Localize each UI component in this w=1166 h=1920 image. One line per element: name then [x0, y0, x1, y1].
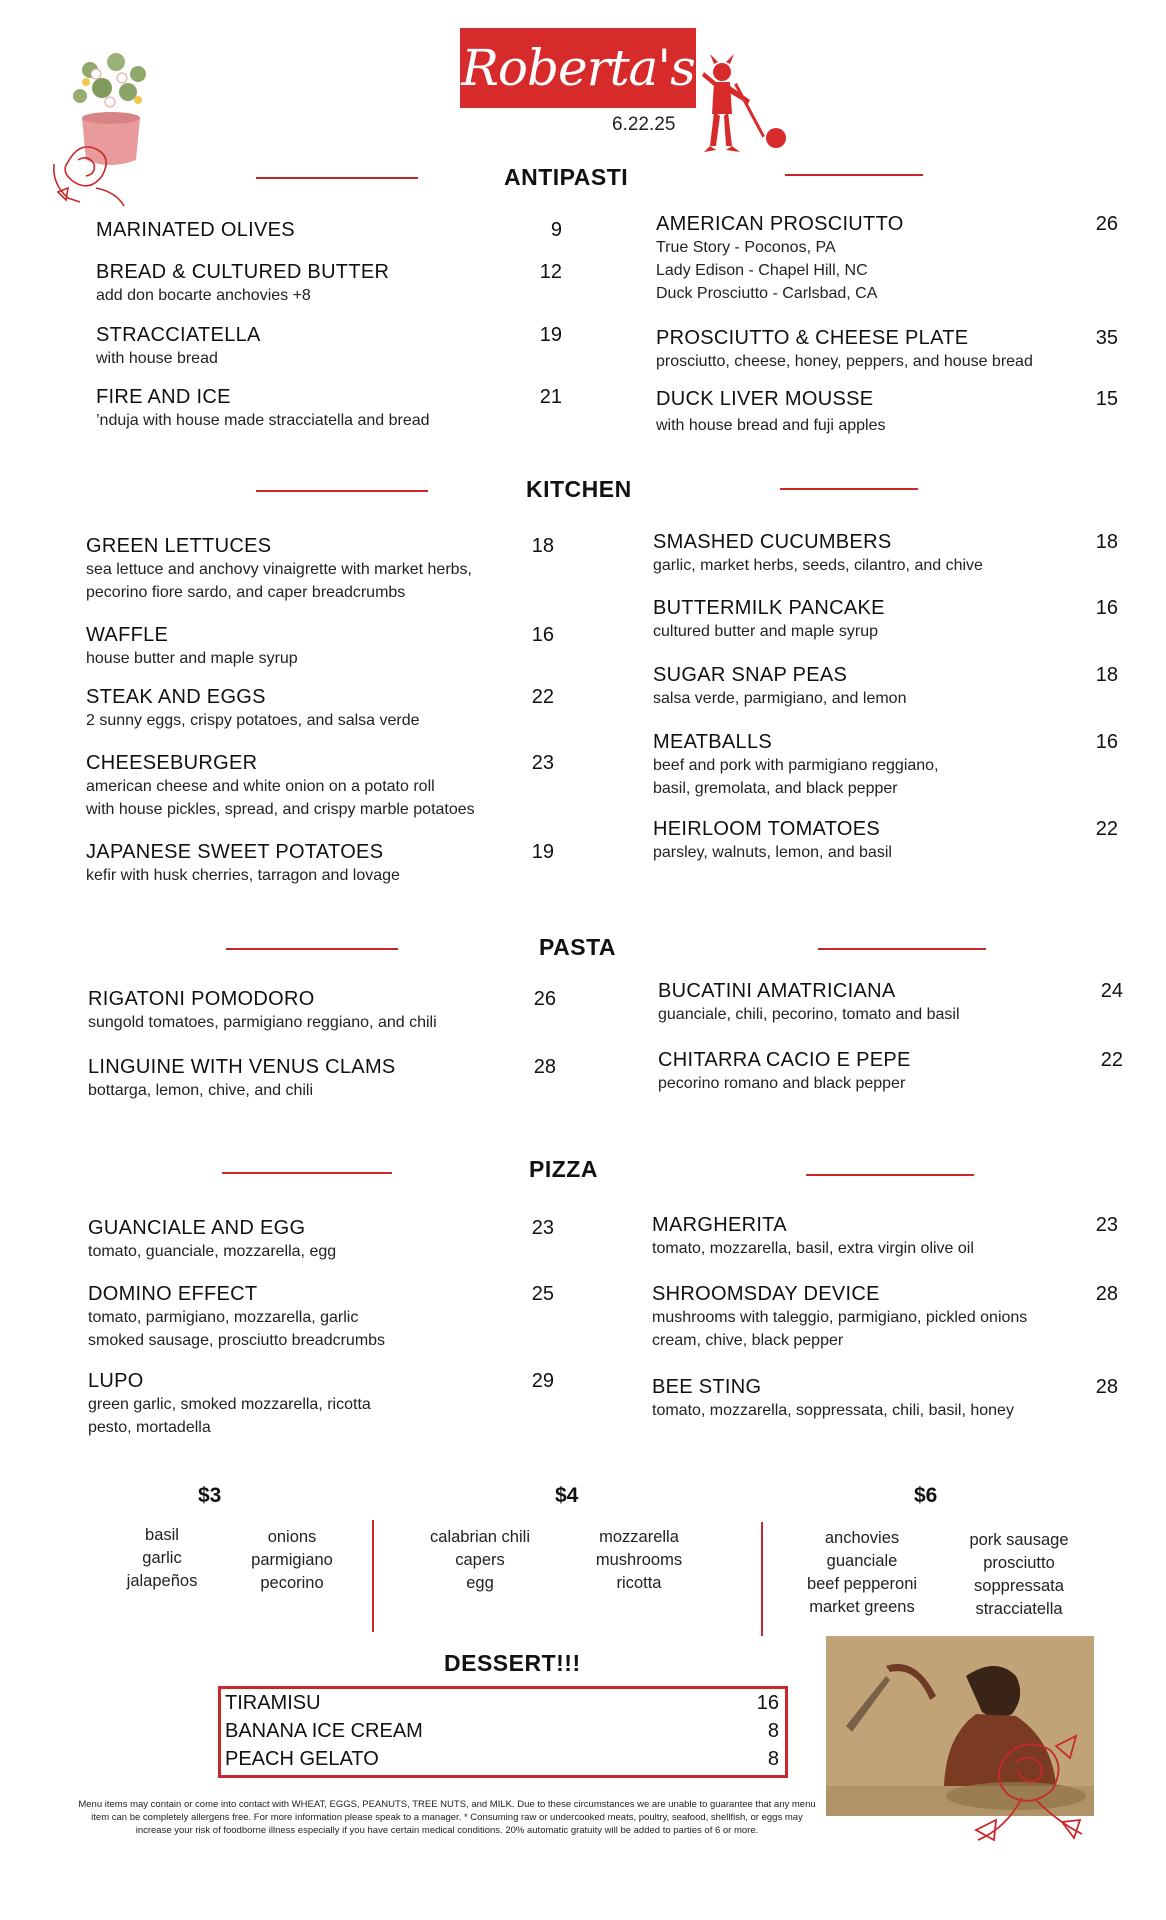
section-rule — [785, 174, 923, 176]
topping-list — [414, 1526, 546, 1595]
section-rule — [256, 490, 428, 492]
item-name: MARINATED OLIVES — [96, 219, 295, 241]
item-description: with house bread — [96, 350, 218, 367]
item-price: 9 — [550, 219, 562, 241]
item-description: ’nduja with house made stracciatella and bread — [96, 412, 430, 429]
menu-item — [653, 731, 1118, 800]
item-description: bottarga, lemon, chive, and chili — [88, 1082, 314, 1099]
topping: prosciutto — [983, 1554, 1055, 1572]
item-name: SMASHED CUCUMBERS — [653, 531, 892, 553]
menu-item — [96, 324, 562, 370]
item-description: pecorino romano and black pepper — [658, 1075, 906, 1092]
topping: ricotta — [616, 1574, 662, 1592]
section-title-pizza: PIZZA — [529, 1156, 598, 1182]
topping: soppressata — [974, 1577, 1064, 1595]
menu-item — [86, 841, 554, 887]
item-description: beef and pork with parmigiano reggiano, — [653, 757, 939, 774]
topping: basil — [145, 1526, 179, 1544]
item-price: 22 — [1095, 818, 1118, 840]
topping: calabrian chili — [430, 1528, 530, 1546]
item-description: kefir with husk cherries, tarragon and lovage — [86, 867, 400, 884]
item-price: 15 — [1095, 388, 1118, 410]
item-price: 28 — [1095, 1376, 1118, 1398]
item-price: 23 — [1095, 1214, 1118, 1236]
section-title-dessert: DESSERT!!! — [444, 1650, 581, 1676]
divider — [372, 1520, 374, 1632]
menu-item — [86, 752, 554, 821]
item-name: PEACH GELATO — [225, 1748, 379, 1770]
topping: garlic — [142, 1549, 182, 1567]
fresco-illustration — [826, 1636, 1104, 1856]
dessert-item — [221, 1717, 785, 1745]
topping: beef pepperoni — [806, 1575, 918, 1593]
menu-item — [653, 531, 1118, 577]
topping: jalapeños — [126, 1572, 198, 1590]
item-description: american cheese and white onion on a potato roll — [86, 778, 435, 795]
item-name: TIRAMISU — [225, 1692, 321, 1714]
menu-item — [88, 1217, 554, 1263]
item-name: WAFFLE — [86, 624, 169, 646]
item-description: Lady Edison - Chapel Hill, NC — [656, 262, 868, 279]
item-price: 12 — [539, 261, 562, 283]
topping-price: $3 — [198, 1484, 222, 1507]
section-rule — [806, 1174, 974, 1176]
topping-price: $6 — [914, 1484, 938, 1507]
item-price: 28 — [1095, 1283, 1118, 1305]
item-description: sea lettuce and anchovy vinaigrette with market herbs, — [86, 561, 472, 578]
item-price: 8 — [767, 1720, 779, 1742]
item-description: smoked sausage, prosciutto breadcrumbs — [88, 1332, 386, 1349]
item-price: 18 — [531, 535, 554, 557]
item-name: SHROOMSDAY DEVICE — [652, 1283, 880, 1305]
item-name: BUTTERMILK PANCAKE — [653, 597, 885, 619]
item-price: 16 — [1095, 731, 1118, 753]
item-description: pecorino fiore sardo, and caper breadcrumbs — [86, 584, 406, 601]
item-price: 16 — [531, 624, 554, 646]
item-price: 25 — [531, 1283, 554, 1305]
item-price: 19 — [531, 841, 554, 863]
item-price: 22 — [1100, 1049, 1123, 1071]
menu-item — [96, 261, 562, 307]
topping-price: $4 — [555, 1484, 579, 1507]
divider — [761, 1522, 763, 1636]
menu-item — [658, 980, 1123, 1026]
item-price: 35 — [1095, 327, 1118, 349]
devil-mascot-icon — [700, 50, 796, 166]
item-description: Duck Prosciutto - Carlsbad, CA — [656, 285, 878, 302]
menu-item — [652, 1214, 1118, 1260]
item-name: PROSCIUTTO & CHEESE PLATE — [656, 327, 969, 349]
item-description: green garlic, smoked mozzarella, ricotta — [88, 1396, 371, 1413]
item-price: 28 — [533, 1056, 556, 1078]
item-name: STRACCIATELLA — [96, 324, 261, 346]
item-price: 22 — [531, 686, 554, 708]
menu-item — [656, 213, 1118, 305]
item-name: LUPO — [88, 1370, 144, 1392]
item-description: sungold tomatoes, parmigiano reggiano, and chili — [88, 1014, 437, 1031]
menu-item — [96, 219, 562, 242]
item-name: DOMINO EFFECT — [88, 1283, 258, 1305]
item-name: CHITARRA CACIO E PEPE — [658, 1049, 911, 1071]
item-description: with house pickles, spread, and crispy marble potatoes — [86, 801, 475, 818]
section-rule — [222, 1172, 392, 1174]
topping-list — [792, 1527, 932, 1619]
item-price: 19 — [539, 324, 562, 346]
topping-list — [954, 1529, 1084, 1621]
item-name: BUCATINI AMATRICIANA — [658, 980, 896, 1002]
topping: parmigiano — [251, 1551, 333, 1569]
dessert-item — [221, 1689, 785, 1717]
menu-item — [653, 597, 1118, 643]
item-price: 26 — [533, 988, 556, 1010]
allergen-disclaimer: Menu items may contain or come into contact with WHEAT, EGGS, PEANUTS, TREE NUTS, and MILK. Due to these circumstances we are unable to guarantee that any menu item can be completely allergens free. For more information please speak to a manager. * Consuming raw or undercooked meats, poultry, seafood, shellfish, or eggs may increase your risk of foodborne illness especially if you have certain medical conditions. 20% automatic gratuity will be added to parties of 6 or more. — [78, 1799, 816, 1836]
item-description: pesto, mortadella — [88, 1419, 211, 1436]
topping: egg — [466, 1574, 494, 1592]
flower-pot-illustration — [50, 42, 170, 212]
section-rule — [226, 948, 398, 950]
menu-item — [656, 327, 1118, 373]
menu-item — [88, 988, 556, 1034]
item-price: 23 — [531, 1217, 554, 1239]
item-price: 29 — [531, 1370, 554, 1392]
menu-date: 6.22.25 — [612, 114, 676, 135]
item-description: basil, gremolata, and black pepper — [653, 780, 898, 797]
menu-item — [96, 386, 562, 432]
item-price: 24 — [1100, 980, 1123, 1002]
topping: mozzarella — [599, 1528, 679, 1546]
topping-list — [236, 1526, 348, 1595]
item-description: add don bocarte anchovies +8 — [96, 287, 311, 304]
topping: stracciatella — [975, 1600, 1063, 1618]
item-name: RIGATONI POMODORO — [88, 988, 315, 1010]
item-price: 16 — [756, 1692, 779, 1714]
section-title-kitchen: KITCHEN — [526, 476, 632, 502]
item-description: garlic, market herbs, seeds, cilantro, and chive — [653, 557, 983, 574]
logo — [460, 28, 696, 108]
menu-item — [652, 1376, 1118, 1422]
item-name: LINGUINE WITH VENUS CLAMS — [88, 1056, 396, 1078]
item-description: mushrooms with taleggio, parmigiano, pickled onions — [652, 1309, 1028, 1326]
logo-text: Roberta's — [461, 39, 695, 97]
item-name: CHEESEBURGER — [86, 752, 258, 774]
item-name: MARGHERITA — [652, 1214, 787, 1236]
topping: pork sausage — [969, 1531, 1069, 1549]
item-description: tomato, guanciale, mozzarella, egg — [88, 1243, 337, 1260]
topping: pecorino — [260, 1574, 324, 1592]
item-name: HEIRLOOM TOMATOES — [653, 818, 880, 840]
item-description: True Story - Poconos, PA — [656, 239, 836, 256]
menu-item — [86, 624, 554, 670]
topping: capers — [455, 1551, 505, 1569]
item-description: cultured butter and maple syrup — [653, 623, 879, 640]
menu-item — [86, 535, 554, 604]
section-rule — [818, 948, 986, 950]
menu-item — [656, 388, 1118, 437]
item-price: 21 — [539, 386, 562, 408]
item-description: with house bread and fuji apples — [656, 417, 886, 434]
item-name: FIRE AND ICE — [96, 386, 231, 408]
topping: anchovies — [824, 1529, 900, 1547]
menu-item — [88, 1283, 554, 1352]
item-price: 23 — [531, 752, 554, 774]
menu-item — [88, 1370, 554, 1439]
menu-item — [86, 686, 554, 732]
item-description: salsa verde, parmigiano, and lemon — [653, 690, 907, 707]
section-title-antipasti: ANTIPASTI — [504, 164, 629, 190]
item-name: DUCK LIVER MOUSSE — [656, 388, 874, 410]
item-price: 8 — [767, 1748, 779, 1770]
item-name: STEAK AND EGGS — [86, 686, 266, 708]
section-rule — [256, 177, 418, 179]
topping-list — [582, 1526, 696, 1595]
dessert-box — [218, 1686, 788, 1778]
topping: guanciale — [826, 1552, 898, 1570]
item-description: prosciutto, cheese, honey, peppers, and house bread — [656, 353, 1033, 370]
item-name: GREEN LETTUCES — [86, 535, 272, 557]
item-name: BANANA ICE CREAM — [225, 1720, 423, 1742]
item-name: JAPANESE SWEET POTATOES — [86, 841, 384, 863]
menu-item — [658, 1049, 1123, 1095]
topping: mushrooms — [595, 1551, 683, 1569]
item-price: 16 — [1095, 597, 1118, 619]
menu-item — [88, 1056, 556, 1102]
topping: onions — [267, 1528, 317, 1546]
section-title-pasta: PASTA — [539, 934, 617, 960]
item-name: SUGAR SNAP PEAS — [653, 664, 848, 686]
item-description: tomato, mozzarella, basil, extra virgin olive oil — [652, 1240, 974, 1257]
item-description: cream, chive, black pepper — [652, 1332, 844, 1349]
topping-list — [110, 1524, 214, 1593]
item-description: tomato, mozzarella, soppressata, chili, basil, honey — [652, 1402, 1014, 1419]
menu-item — [652, 1283, 1118, 1352]
section-rule — [780, 488, 918, 490]
item-name: BEE STING — [652, 1376, 762, 1398]
item-name: BREAD & CULTURED BUTTER — [96, 261, 390, 283]
topping: market greens — [809, 1598, 915, 1616]
item-price: 18 — [1095, 664, 1118, 686]
item-description: guanciale, chili, pecorino, tomato and basil — [658, 1006, 960, 1023]
item-description: tomato, parmigiano, mozzarella, garlic — [88, 1309, 359, 1326]
item-description: house butter and maple syrup — [86, 650, 298, 667]
item-description: parsley, walnuts, lemon, and basil — [653, 844, 892, 861]
dessert-item — [221, 1745, 785, 1773]
item-name: MEATBALLS — [653, 731, 773, 753]
item-name: GUANCIALE AND EGG — [88, 1217, 306, 1239]
item-price: 18 — [1095, 531, 1118, 553]
item-name: AMERICAN PROSCIUTTO — [656, 213, 904, 235]
item-price: 26 — [1095, 213, 1118, 235]
item-description: 2 sunny eggs, crispy potatoes, and salsa verde — [86, 712, 420, 729]
menu-item — [653, 818, 1118, 864]
menu-item — [653, 664, 1118, 710]
